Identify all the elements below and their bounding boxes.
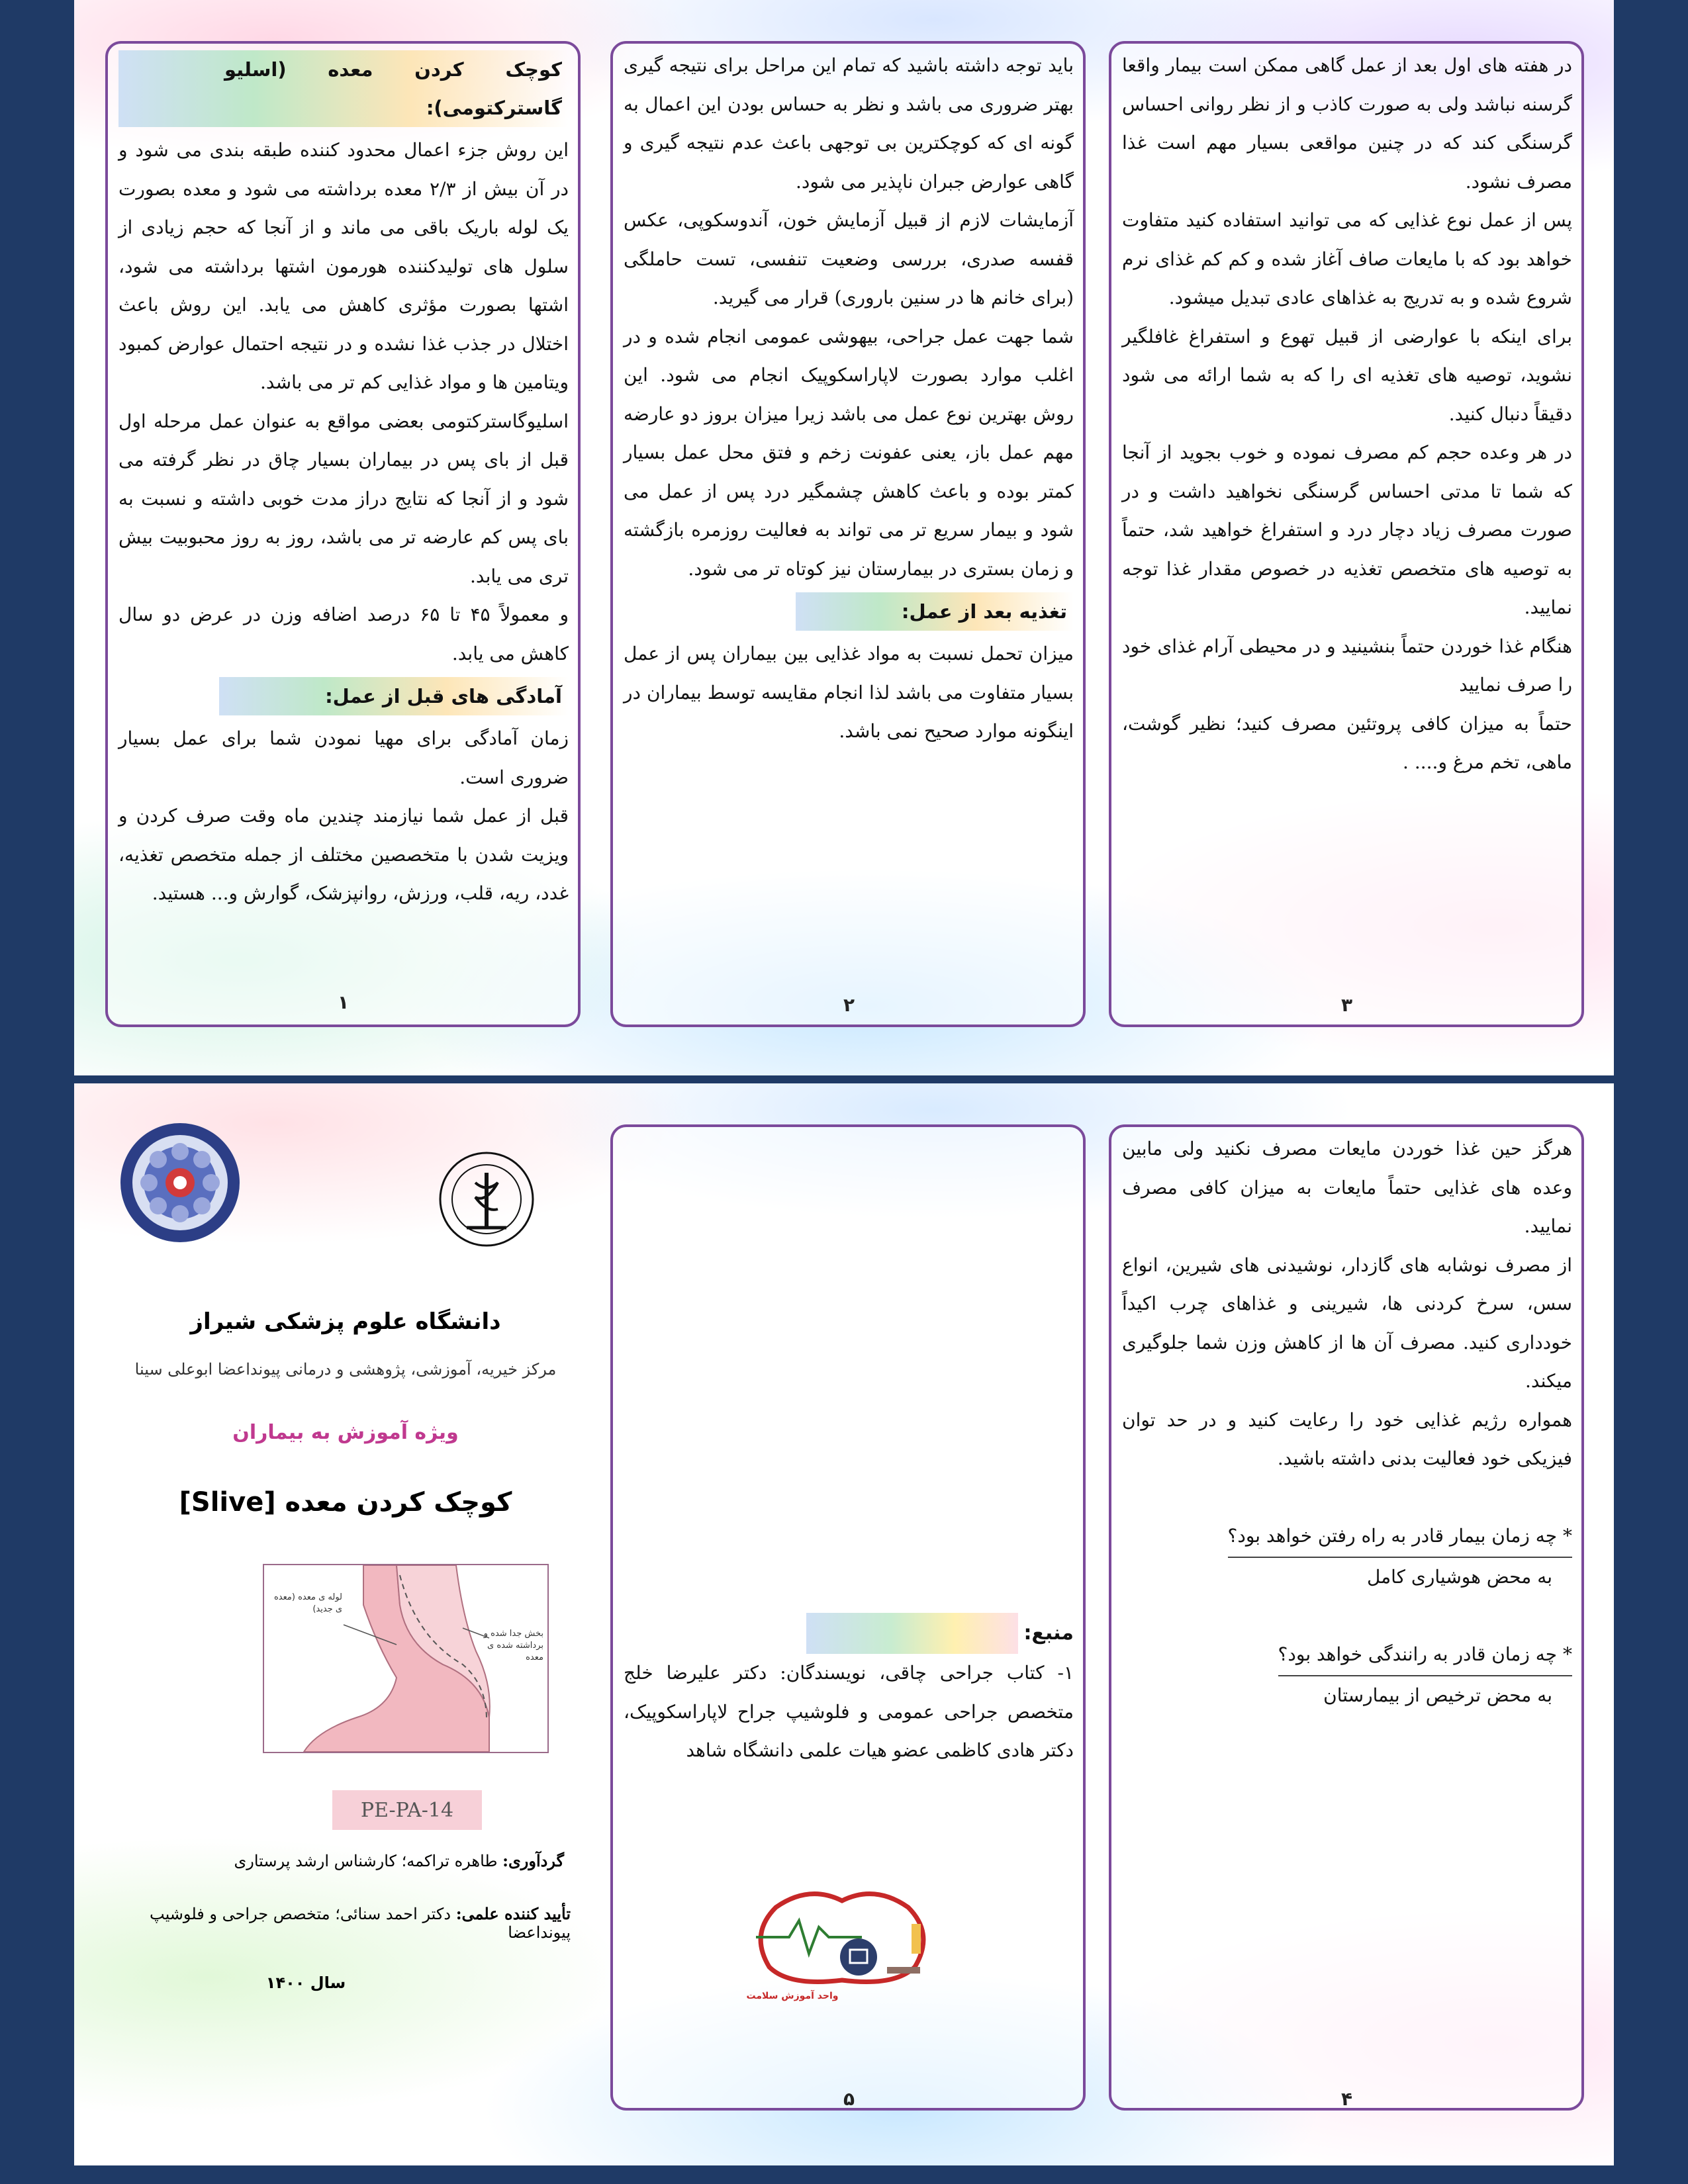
page-number: ۵ (843, 2088, 855, 2110)
paragraph: شما جهت عمل جراحی، بیهوشی عمومی انجام شده و در اغلب موارد بصورت لاپاراسکوپیک انجام می شود. این روش بهترین نوع عمل می باشد زیرا میزان بروز دو عارضه مهم عمل باز، یعنی عفونت زخم و فتق محل عمل بسیار کمتر بوده و باعث کاهش چشمگیر درد پس از عمل می شود و بیمار سریع تر می تواند به فعالیت روزمره بازگشته و زمان بستری در بیمارستان نیز کوتاه تر می شود. (624, 325, 1074, 580)
paragraph: قبل از عمل شما نیازمند چندین ماه وقت صرف کردن و ویزیت شدن با متخصصین مختلف از جمله متخصص تغذیه، غدد، ریه، قلب، ورزش، روانپزشک، گوارش و... هستید. (118, 805, 569, 904)
label-removed-portion: بخش جدا شده و برداشته شده ی معده (483, 1629, 543, 1662)
stomach-illustration (263, 1564, 549, 1753)
university-name: دانشگاه علوم پزشکی شیراز (190, 1308, 501, 1335)
panel-1-content (118, 46, 569, 913)
publication-year: سال ۱۴۰۰ (265, 1974, 346, 1992)
heading-color-bar (806, 1613, 1018, 1654)
paragraph: زمان آمادگی برای مهیا نمودن شما برای عمل بسیار ضروری است. (118, 727, 569, 788)
brochure-outside-sheet (74, 1083, 1614, 2165)
paragraph: باید توجه داشته باشید که تمام این مراحل برای نتیجه گیری بهتر ضروری می باشد و نظر به حساس بودن این اعمال به گونه ای که کوچکترین بی توجهی باعث عدم نتیجه گیری و گاهی عوارض جبران ناپذیر می شود. (624, 54, 1074, 193)
health-education-logo (743, 1888, 941, 2000)
page-number: ۱ (338, 991, 350, 1013)
qa-answer: به محض هوشیاری کامل (1366, 1566, 1552, 1588)
section-heading-preop: آمادگی های قبل از عمل: (219, 677, 569, 715)
panel-2-content (624, 46, 1074, 751)
label-new-stomach-tube: لوله ی معده (معده ی جدید) (274, 1592, 342, 1614)
shiraz-university-logo (437, 1150, 536, 1249)
approver-label: تأیید کننده علمی: (455, 1904, 571, 1923)
panel-5-content (624, 1613, 1074, 1770)
panel-3-content (1122, 46, 1572, 782)
paragraph: حتماً به میزان کافی پروتئین مصرف کنید؛ نظیر گوشت، ماهی، تخم مرغ و.... . (1122, 712, 1572, 773)
cover-panel (94, 1083, 597, 2165)
compiler-label: گردآوری: (502, 1851, 564, 1870)
paragraph: و معمولاً ۴۵ تا ۶۵ درصد اضافه وزن در عرض دو سال کاهش می یابد. (118, 604, 569, 664)
reference-text: ۱- کتاب جراحی چاقی، نویسندگان: دکتر علیرضا خلج متخصص جراحی عمومی و فلوشیپ جراح لاپاراسکوپیک، دکتر هادی کاظمی عضو هیات علمی دانشگاه شاهد (624, 1662, 1074, 1761)
approver-name: دکتر احمد سنائی؛ متخصص جراحی و فلوشیپ پیونداعضا (150, 1905, 571, 1942)
paragraph: برای اینکه با عوارضی از قبیل تهوع و استفراغ غافلگیر نشوید، توصیه های تغذیه ای را که به شما ارائه می شود دقیقاً دنبال کنید. (1122, 325, 1572, 425)
qa-item (1122, 1517, 1572, 1597)
page-number: ۳ (1341, 994, 1353, 1016)
paragraph: در هفته های اول بعد از عمل گاهی ممکن است بیمار واقعا گرسنه نباشد ولی به صورت کاذب و از نظر روانی احساس گرسنگی کند که در چنین مواقعی بسیار مهم است غذا مصرف نشود. (1122, 54, 1573, 193)
qa-answer: به محض ترخیص از بیمارستان (1323, 1684, 1552, 1706)
approver-line (94, 1904, 571, 1942)
paragraph: هرگز حین غذا خوردن مایعات مصرف نکنید ولی مابین وعده های غذایی حتماً مایعات به میزان کافی مصرف نمایید. (1122, 1138, 1572, 1237)
section-heading-sleeve: کوچک کردن معده (اسلیو گاسترکتومی): (118, 50, 569, 127)
paragraph: در هر وعده حجم کم مصرف نموده و خوب بجوید از آنجا که شما تا مدتی احساس گرسنگی نخواهید داشت و در صورت مصرف زیاد دچار درد و استفراغ خواهید شد، حتماً به توصیه های متخصص تغذیه در خصوص مقدار غذا توجه نمایید. (1122, 441, 1572, 618)
compiler-name: طاهره تراکمه؛ کارشناس ارشد پرستاری (234, 1852, 498, 1870)
qa-item (1122, 1635, 1572, 1715)
paragraph: همواره رژیم غذایی خود را رعایت کنید و در حد توان فیزیکی خود فعالیت بدنی داشته باشید. (1122, 1408, 1572, 1469)
reference-heading: منبع: (1023, 1621, 1074, 1645)
qa-question: * چه زمان قادر به رانندگی خواهد بود؟ (1278, 1635, 1572, 1677)
paragraph: این روش جزء اعمال محدود کننده طبقه بندی می شود و در آن بیش از ۲/۳ معده برداشته می شود و معده بصورت یک لوله باریک باقی می ماند و از آنجا که حجم زیادی از سلول های تولیدکننده هورمون اشتها برداشته می شود، اشتها بصورت مؤثری کاهش می یابد. این روش باعث اختلال در جذب غذا نشده و در نتیجه احتمال عوارض کمبود ویتامین ها و مواد غذایی کم تر می باشد. (118, 139, 569, 393)
document-code-badge: PE-PA-14 (332, 1790, 482, 1830)
compiler-line (94, 1851, 564, 1870)
section-heading-nutrition: تغذیه بعد از عمل: (796, 592, 1074, 631)
brochure-title: کوچک کردن معده [Slive] (179, 1487, 512, 1518)
health-education-caption: واحد آموزش سلامت (746, 1991, 839, 2001)
paragraph: هنگام غذا خوردن حتماً بنشینید و در محیطی آرام غذای خود را صرف نمایید (1122, 635, 1572, 696)
reference-heading-row (624, 1613, 1074, 1654)
paragraph: از مصرف نوشابه های گازدار، نوشیدنی های شیرین، انواع سس، سرخ کردنی ها، شیرینی و غذاهای چرب اکیداً خودداری کنید. مصرف آن ها از کاهش وزن شما جلوگیری میکند. (1122, 1253, 1572, 1392)
panel-4-content (1122, 1130, 1572, 1715)
page-number: ۲ (843, 994, 855, 1016)
paragraph: میزان تحمل نسبت به مواد غذایی بین بیماران پس از عمل بسیار متفاوت می باشد لذا انجام مقایسه توسط بیماران در اینگونه موارد صحیح نمی باشد. (624, 643, 1074, 742)
brochure-inside-sheet (74, 0, 1614, 1075)
patient-education-subtitle: ویژه آموزش به بیماران (232, 1421, 459, 1444)
organ-transplant-center-logo (117, 1120, 243, 1246)
paragraph: پس از عمل نوع غذایی که می توانید استفاده کنید متفاوت خواهد بود که با مایعات صاف آغاز شده و کم کم غذای نرم شروع شده و به تدریج به غذاهای عادی تبدیل میشود. (1122, 209, 1572, 308)
paragraph: اسلیوگاسترکتومی بعضی مواقع به عنوان عمل مرحله اول قبل از بای پس در بیماران بسیار چاق در نظر گرفته می شود و از آنجا که نتایج دراز مدت خوبی داشته و نسبت به بای پس کم عارضه تر می باشد، روز به روز محبوبیت بیش تری می یابد. (118, 410, 569, 587)
paragraph: آزمایشات لازم از قبیل آزمایش خون، آندوسکوپی، عکس قفسه صدری، بررسی وضعیت تنفسی، تست حاملگی (برای خانم ها در سنین باروری) قرار می گیرید. (624, 209, 1074, 308)
qa-question: * چه زمان بیمار قادر به راه رفتن خواهد بود؟ (1228, 1517, 1572, 1559)
page-number: ۴ (1341, 2088, 1353, 2110)
center-name: مرکز خیریه، آموزشی، پژوهشی و درمانی پیونداعضا ابوعلی سینا (134, 1360, 557, 1379)
apple-logo-graphic (743, 1888, 941, 1987)
